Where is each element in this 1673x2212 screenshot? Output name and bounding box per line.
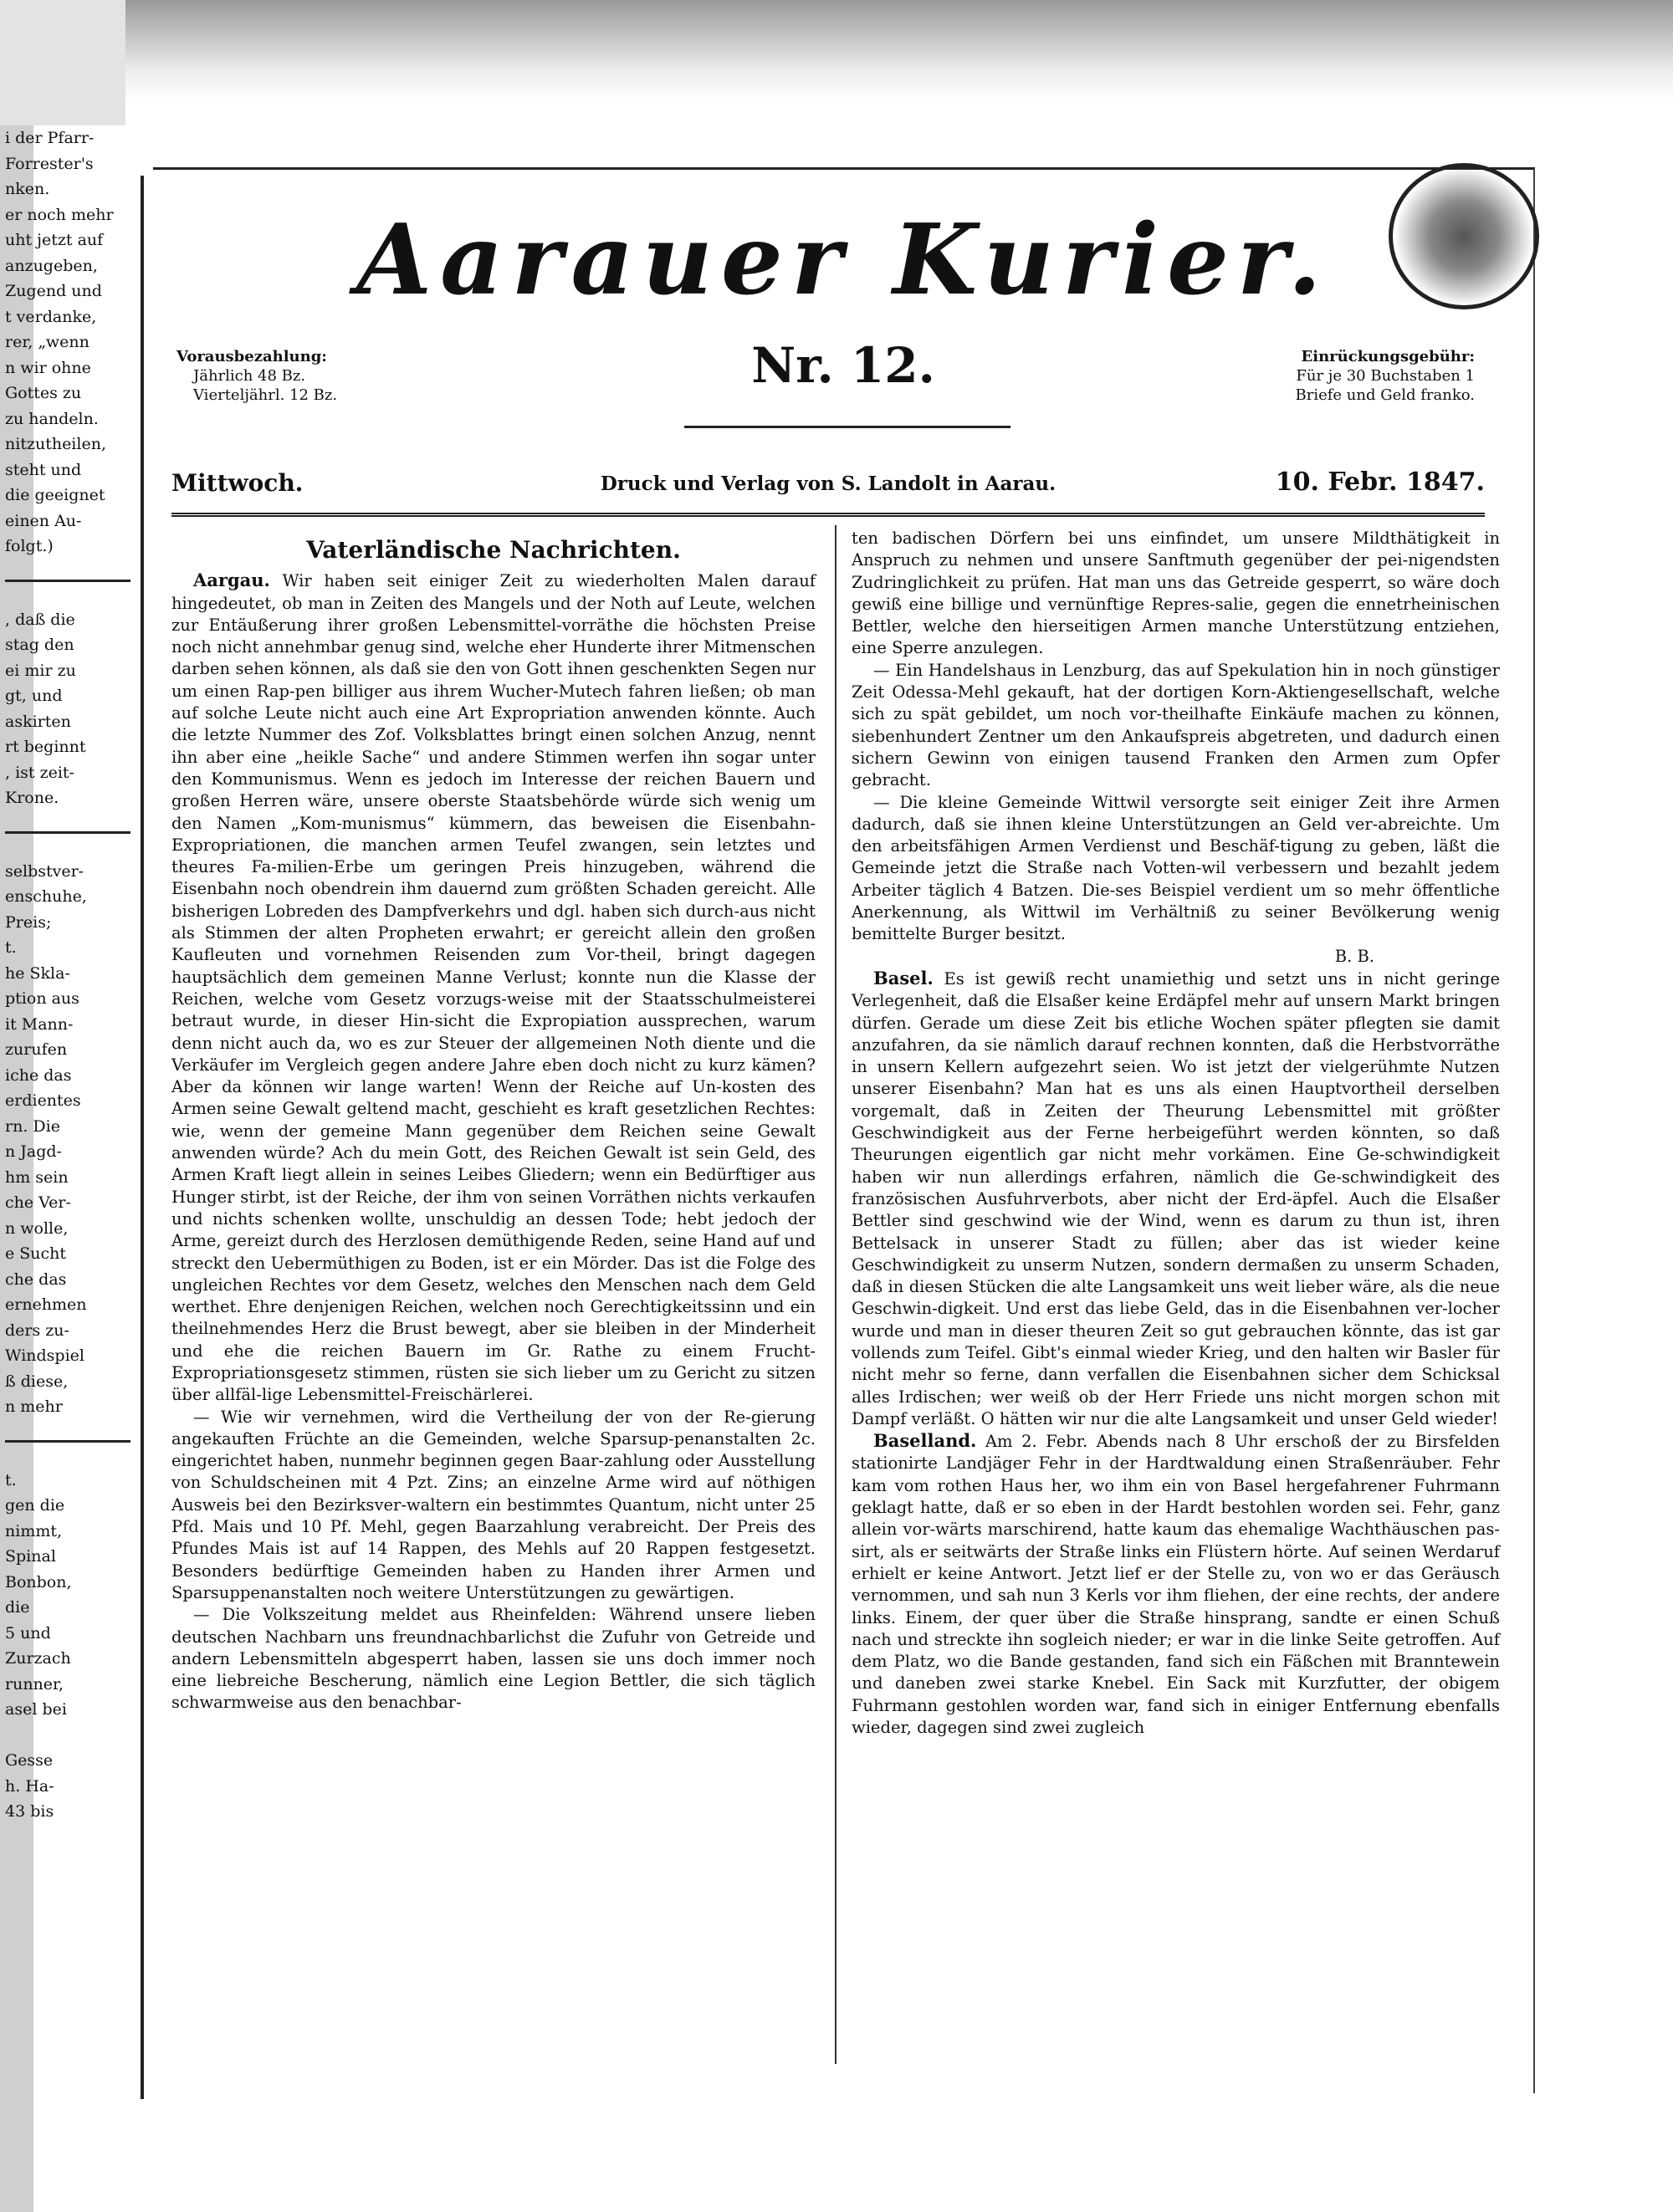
prev-page-line: che das — [5, 1269, 67, 1289]
prev-page-line: enschuhe, — [5, 887, 87, 906]
prev-page-line: n wolle, — [5, 1218, 69, 1238]
prev-page-line: , ist zeit- — [5, 763, 74, 782]
prev-page-line: rer, „wenn — [5, 333, 90, 351]
prev-page-line: stag den — [5, 636, 74, 654]
newspaper-page — [153, 167, 1535, 2093]
prev-page-line: Zugend und — [5, 282, 102, 300]
prev-page-line: h. Ha- — [5, 1776, 54, 1796]
prev-page-line: e Sucht — [5, 1244, 67, 1263]
prev-page-line: t verdanke, — [5, 307, 97, 326]
fee-box — [1296, 347, 1475, 405]
fee-line1: Für je 30 Buchstaben 1 — [1296, 367, 1475, 385]
location-baselland: Baselland. — [873, 1430, 977, 1452]
prepayment-label: Vorausbezahlung: — [177, 348, 327, 365]
masthead-title: Aarauer Kurier. — [356, 203, 1330, 317]
article-baselland — [852, 1430, 1500, 1739]
prev-page-line: n wir ohne — [5, 358, 91, 377]
prev-page-line: Windspiel — [5, 1346, 84, 1365]
masthead-rule — [684, 426, 1010, 428]
prev-page-line: Gottes zu — [5, 384, 82, 402]
prev-page-line: zurufen — [5, 1040, 68, 1059]
prev-page-line: die geeignet — [5, 486, 105, 504]
article-distribution: — Wie wir vernehmen, wird die Vertheilung der von der Re-gierung angekauften Früchte an die Gemeinden, welche Sparsup-penanstalten 2c. eingerichtet haben, nunmehr beginnen gegen Baar-zahlung oder Ausstellung von Schuldscheinen mit 4 Pzt. Zins; an einzelne Arme wird auf nöthigen Ausweis bei den Bezirksver-waltern ein bestimmtes Quantum, nicht unter 25 Pfd. Mais und 10 Pf. Mehl, gegen Baarzahlung verabreicht. Der Preis des Pfundes Mais ist auf 14 Rappen, des Mehls auf 20 Rappen festgesetzt. Besonders bedürftige Gemeinden haben zu Handen ihrer Armen und Sparsuppenanstalten noch weitere Unterstützungen zu gewärtigen. — [171, 1407, 816, 1602]
prev-page-line: die — [5, 1598, 30, 1617]
prev-page-line: 43 bis — [5, 1802, 54, 1821]
article-basel — [852, 968, 1500, 1430]
prev-page-line: ption aus — [5, 989, 79, 1008]
prev-page-line: che Ver- — [5, 1193, 71, 1212]
scan-shadow-top — [0, 0, 1673, 100]
prev-lower-block — [0, 859, 138, 1420]
prev-page-line: rn. Die — [5, 1116, 60, 1136]
prev-page-line: asel bei — [5, 1700, 67, 1719]
issue-date: 10. Febr. 1847. — [1275, 467, 1485, 497]
previous-page-fragment — [0, 125, 138, 2066]
prev-bottom-block — [0, 1468, 138, 1825]
prev-page-line: ei mir zu — [5, 661, 76, 680]
prev-page-line: n mehr — [5, 1397, 63, 1416]
prev-page-line: gen die — [5, 1496, 65, 1515]
prev-page-line: steht und — [5, 460, 82, 479]
prev-page-line: Zurzach — [5, 1649, 71, 1668]
prev-page-line: t. — [5, 1470, 17, 1489]
prev-page-line: Krone. — [5, 789, 59, 807]
left-column — [171, 538, 816, 1714]
previous-page-corner — [0, 0, 125, 125]
printer-line: Druck und Verlag von S. Landolt in Aarau. — [600, 473, 1056, 495]
aargau-text: Wir haben seit einiger Zeit zu wiederholten Malen darauf hingedeutet, ob man in Zeiten des Mangels und der Noth auf Leute, welchen zur Entäußerung ihrer großen Lebensmittel-vorräthe die höchsten Preise noch nicht annehmbar genug sind, welche eher Hunderte ihrer Mitmenschen darben sehen können, als daß sie den von Gott ihnen geschenkten Segen nur um einen Rap-pen billiger aus ihrem Wucher-Mutech fahren ließen; ob man auf solche Leute nicht auch eine Art Expropriation anwenden könnte. Auch die letzte Nummer des Zof. Volksblattes bringt einen solchen Anzug, nennt ihn aber eine „heikle Sache“ und andere Stimmen werfen ihn sogar unter den Kommunismus. Wenn es jedoch im Interesse der reichen Bauern und großen Herren wäre, unsere oberste Staatsbehörde würde sich wenig um den Namen „Kom-munismus“ kümmern, das beweisen die Eisenbahn-Expropriationen, die manchen armen Teufel zwangen, sein letztes und theures Fa-milien-Erbe um geringen Preis hinzugeben, während die Eisenbahn noch obendrein ihm dauernd zum größten Schaden gereicht. Alle bisherigen Lobreden des Dampfverkehrs und dgl. haben sich durch-aus nicht als Stimmen der alten Propheten erwahrt; er gereicht allein den großen Kaufleuten und vornehmen Reisenden zum Vor-theil, bringt dagegen hauptsächlich dem gemeinen Manne Verlust; konnte nun die Klasse der Reichen, welche vom Gesetz vorzugs-weise mit der Staatsschulmeisterei betraut wurde, in dieser Hin-sicht die Expropiation aussprechen, warum denn nicht auch da, wo es zur Steuer der allgemeinen Noth diente und die Verkäufer im Vergleich gegen andere Jahre eben doch nicht zu kurz kämen? Aber da können wir lange warten! Wenn der Reiche auf Un-kosten des Armen seine Gewalt geltend macht, geschieht es kraft gesetzlichen Rechtes: wie, wenn der gemeine Mann gegenüber dem Reichen seine Gewalt anwenden würde? Ach du mein Gott, des Reichen Gewalt ist sein Geld, des Armen Kraft liegt allein in seines Leibes Gliedern; wenn ein Bedürftiger aus Hunger stirbt, ist der Reiche, der ihm von seinen Vorräthen nichts verkaufen und nichts schenken wollte, unschuldig an dessen Tode; hebt jedoch der Arme, gereizt durch des Herzlosen demüthigende Reden, seine Hand auf und streckt den Uebermüthigen zu Boden, ist er ein Mörder. Das ist die Folge des ungleichen Rechtes vor dem Gesetz, welches den Menschen nach dem Geld werthet. Ehre denjenigen Reichen, welchen noch Gerechtigkeitssinn und ein theilnehmendes Herz die Brust bewegt, aber sie bleiben in der Minderheit und ehe die reichen Bauern im Gr. Rathe zu einem Frucht-Expropriationsgesetz stimmen, rüsten sie sich lieber um zu Gericht zu sitzen über allfäl-lige Lebensmittel-Freischärlerei. — [171, 571, 816, 1405]
prev-page-line: n Jagd- — [5, 1142, 62, 1161]
article-aargau — [171, 570, 816, 1406]
prev-middle-block — [0, 607, 138, 811]
issue-number: Nr. 12. — [751, 337, 935, 394]
prev-page-line: Bonbon, — [5, 1572, 72, 1591]
prev-page-line: , daß die — [5, 610, 75, 629]
column-divider — [835, 525, 836, 2064]
baselland-text: Am 2. Febr. Abends nach 8 Uhr erschoß der zu Birsfelden stationirte Landjäger Fehr in der Hardtwaldung einen Straßenräuber. Fehr kam vom rothen Haus her, wo ihm ein von Basel hergefahrener Fuhrmann geklagt hatte, daß er so eben in der Hardt bestohlen worden sei. Fehr, ganz allein vor-wärts marschirend, hatte kaum das ehemalige Wachthäuschen pas-sirt, als er seitwärts der Straße links ein Flüstern hörte. Auf seinen Werdaruf erhielt er keine Antwort. Jetzt lief er der Stelle zu, von wo er das Geräusch vernommen, und sah nun 3 Kerls vor ihm fliehen, der eine rechts, der andere links. Einem, der quer über die Straße hinsprang, sandte er einen Schuß nach und streckte ihn sogleich nieder; er war in die linke Seite getroffen. Auf dem Platz, wo die Bande gestanden, fand sich ein Fäßchen mit Branntewein und daneben zwei starke Knebel. Ein Sack mit Kurzfutter, der obigem Fuhrmann gestohlen worden war, fand sich in einiger Entfernung ebenfalls wieder, dagegen sind zwei zugleich — [852, 1432, 1501, 1738]
prev-page-line: it Mann- — [5, 1014, 74, 1034]
prev-page-line: er noch mehr — [5, 205, 114, 224]
prev-page-line: ß diese, — [5, 1372, 69, 1391]
fee-line2: Briefe und Geld franko. — [1295, 386, 1475, 404]
prev-divider — [5, 1440, 130, 1443]
prev-divider — [5, 831, 130, 834]
prev-page-line: t. — [5, 938, 17, 957]
prev-page-line — [5, 1723, 138, 1749]
prev-page-line: i der Pfarr- — [5, 129, 95, 147]
prev-page-line: nken. — [5, 180, 50, 198]
prev-page-line: Forrester's — [5, 154, 94, 173]
prev-page-line: he Skla- — [5, 963, 70, 983]
prev-page-line: runner, — [5, 1674, 64, 1693]
article-wittwil: — Die kleine Gemeinde Wittwil versorgte seit einiger Zeit ihre Armen dadurch, daß sie ihnen kleine Unterstützungen an Geld ver-abreichte. Um den arbeitsfähigen Armen Verdienst und Beschäf-tigung zu geben, läßt die Gemeinde jetzt die Straße nach Votten-wil verbessern und bezahlt jedem Arbeiter täglich 4 Batzen. Die-ses Beispiel verdient um so mehr öffentliche Anerkennung, als Wittwil im Verhältniß zu seiner Bevölkerung wenig bemittelte Burger besitzt. — [852, 792, 1500, 944]
article-signature: B. B. — [1334, 946, 1374, 966]
prev-page-line: Gesse — [5, 1751, 54, 1770]
location-aargau: Aargau. — [193, 570, 270, 591]
prev-page-line: ernehmen — [5, 1295, 87, 1314]
article-lenzburg: — Ein Handelshaus in Lenzburg, das auf Spekulation hin in noch günstiger Zeit Odessa-Mehl gekauft, hat der dortigen Korn-Aktiengesellschaft, welche sich zu spät gebildet, um noch vor-theilhafte Einkäufe machen zu können, siebenhundert Zentner um den Ankaufspreis abgetreten, und dadurch einen sichern Gewinn von einigen tausend Franken den Armen zum Opfer gebracht. — [852, 660, 1500, 790]
prev-page-line: ders zu- — [5, 1321, 69, 1340]
prev-page-line: askirten — [5, 712, 71, 731]
header-rule — [171, 513, 1485, 517]
prev-page-line: uht jetzt auf — [5, 231, 104, 249]
prev-page-line: hm sein — [5, 1167, 69, 1187]
prev-page-line: Spinal — [5, 1547, 56, 1566]
prev-page-line: anzugeben, — [5, 256, 98, 275]
prev-page-line: gt, und — [5, 687, 63, 705]
prepayment-quarterly: Vierteljährl. 12 Bz. — [193, 386, 338, 404]
library-stamp — [1389, 163, 1539, 309]
prev-page-line: 5 und — [5, 1623, 51, 1642]
article-rheinfelden: — Die Volkszeitung meldet aus Rheinfelden: Während unsere lieben deutschen Nachbarn uns freundnachbarlichst die Zufuhr von Getreide und andern Lebensmitteln abgesperrt haben, lassen sie uns doch immer noch eine liebreiche Bescherung, nämlich eine Legion Bettler, die sich täglich schwarmweise aus den benachbar- — [171, 1605, 816, 1713]
basel-text: Es ist gewiß recht unamiethig und setzt uns in nicht geringe Verlegenheit, daß die Elsaßer keine Erdäpfel mehr auf unsern Markt bringen dürfen. Gerade um diese Zeit bis etliche Wochen später pflegten sie damit anzufahren, da sie nämlich darauf rechnen konnten, daß die Herbstvorräthe in unsern Kellern aufgezehrt seien. Wo ist jetzt der vielgerühmte Nutzen unserer Eisenbahn? Man hat es uns als einen Hauptvortheil derselben vorgemalt, daß in Zeiten der Theurung Lebensmittel mit größter Geschwindigkeit aus der Ferne herbeigeführt werden könnten, so daß Theurungen eigentlich gar nicht mehr vorkämen. Eine Ge-schwindigkeit haben wir nun allerdings erfahren, nämlich die Ge-schwindigkeit des französischen Ausfuhrverbots, aber nicht der Erd-äpfel. Auch die Elsaßer Bettler sind geschwind wie der Wind, wenn es darum zu thun ist, ihren Bettelsack in unserer Stadt zu füllen; aber das ist wieder keine Geschwindigkeit zu unserm Nutzen, sondern dermaßen zu unserm Schaden, daß in diesen Stücken die alte Langsamkeit uns weit lieber wäre, als die neue Geschwin-digkeit. Und erst das liebe Geld, das in die Eisenbahnen ver-locher wurde und man in dieser theuren Zeit so gut gebrauchen könnte, das ist gar vollends zum Teifel. Gibt's einmal wieder Krieg, und den halten wir Basler für nicht mehr so ferne, dann verfallen die Eisenbahnen sicher dem Schicksal alles Irdischen; wer weiß ob der Herr Friede uns nicht morgen schon mit Dampf verläßt. O hätten wir nur die alte Langsamkeit und unser Geld wieder! — [852, 968, 1501, 1428]
prepayment-yearly: Jährlich 48 Bz. — [193, 367, 306, 385]
right-column — [852, 528, 1500, 1739]
prev-page-line: Preis; — [5, 912, 52, 932]
prev-page-line: selbstver- — [5, 861, 84, 881]
prev-divider — [5, 580, 130, 582]
prev-page-line: erdientes — [5, 1091, 81, 1110]
prev-page-line: rt beginnt — [5, 738, 86, 756]
weekday: Mittwoch. — [171, 469, 304, 497]
prev-page-line: iche das — [5, 1065, 72, 1085]
prev-page-line: nimmt, — [5, 1521, 63, 1540]
book-spine — [141, 176, 144, 2099]
prev-page-line: folgt.) — [5, 537, 54, 555]
article-continuation: ten badischen Dörfern bei uns einfindet, um unsere Mildthätigkeit in Anspruch zu nehmen und unsere Sanftmuth gegenüber der pei-nigendsten Zudringlichkeit zu prüfen. Hat man uns das Getreide gesperrt, so wäre doch gewiß eine billige und vernünftige Repres-salie, gegen die ennetrheinischen Bettler, welche den hierseitigen Armen manche Unterstützung entziehen, eine Sperre anzulegen. — [852, 529, 1500, 658]
location-basel: Basel. — [873, 967, 934, 989]
section-heading: Vaterländische Nachrichten. — [306, 536, 681, 564]
prev-upper-block — [0, 125, 138, 559]
prev-page-line: zu handeln. — [5, 409, 99, 428]
prev-page-line: einen Au- — [5, 511, 82, 530]
prev-page-line: nitzutheilen, — [5, 435, 106, 453]
fee-label: Einrückungsgebühr: — [1301, 348, 1475, 365]
